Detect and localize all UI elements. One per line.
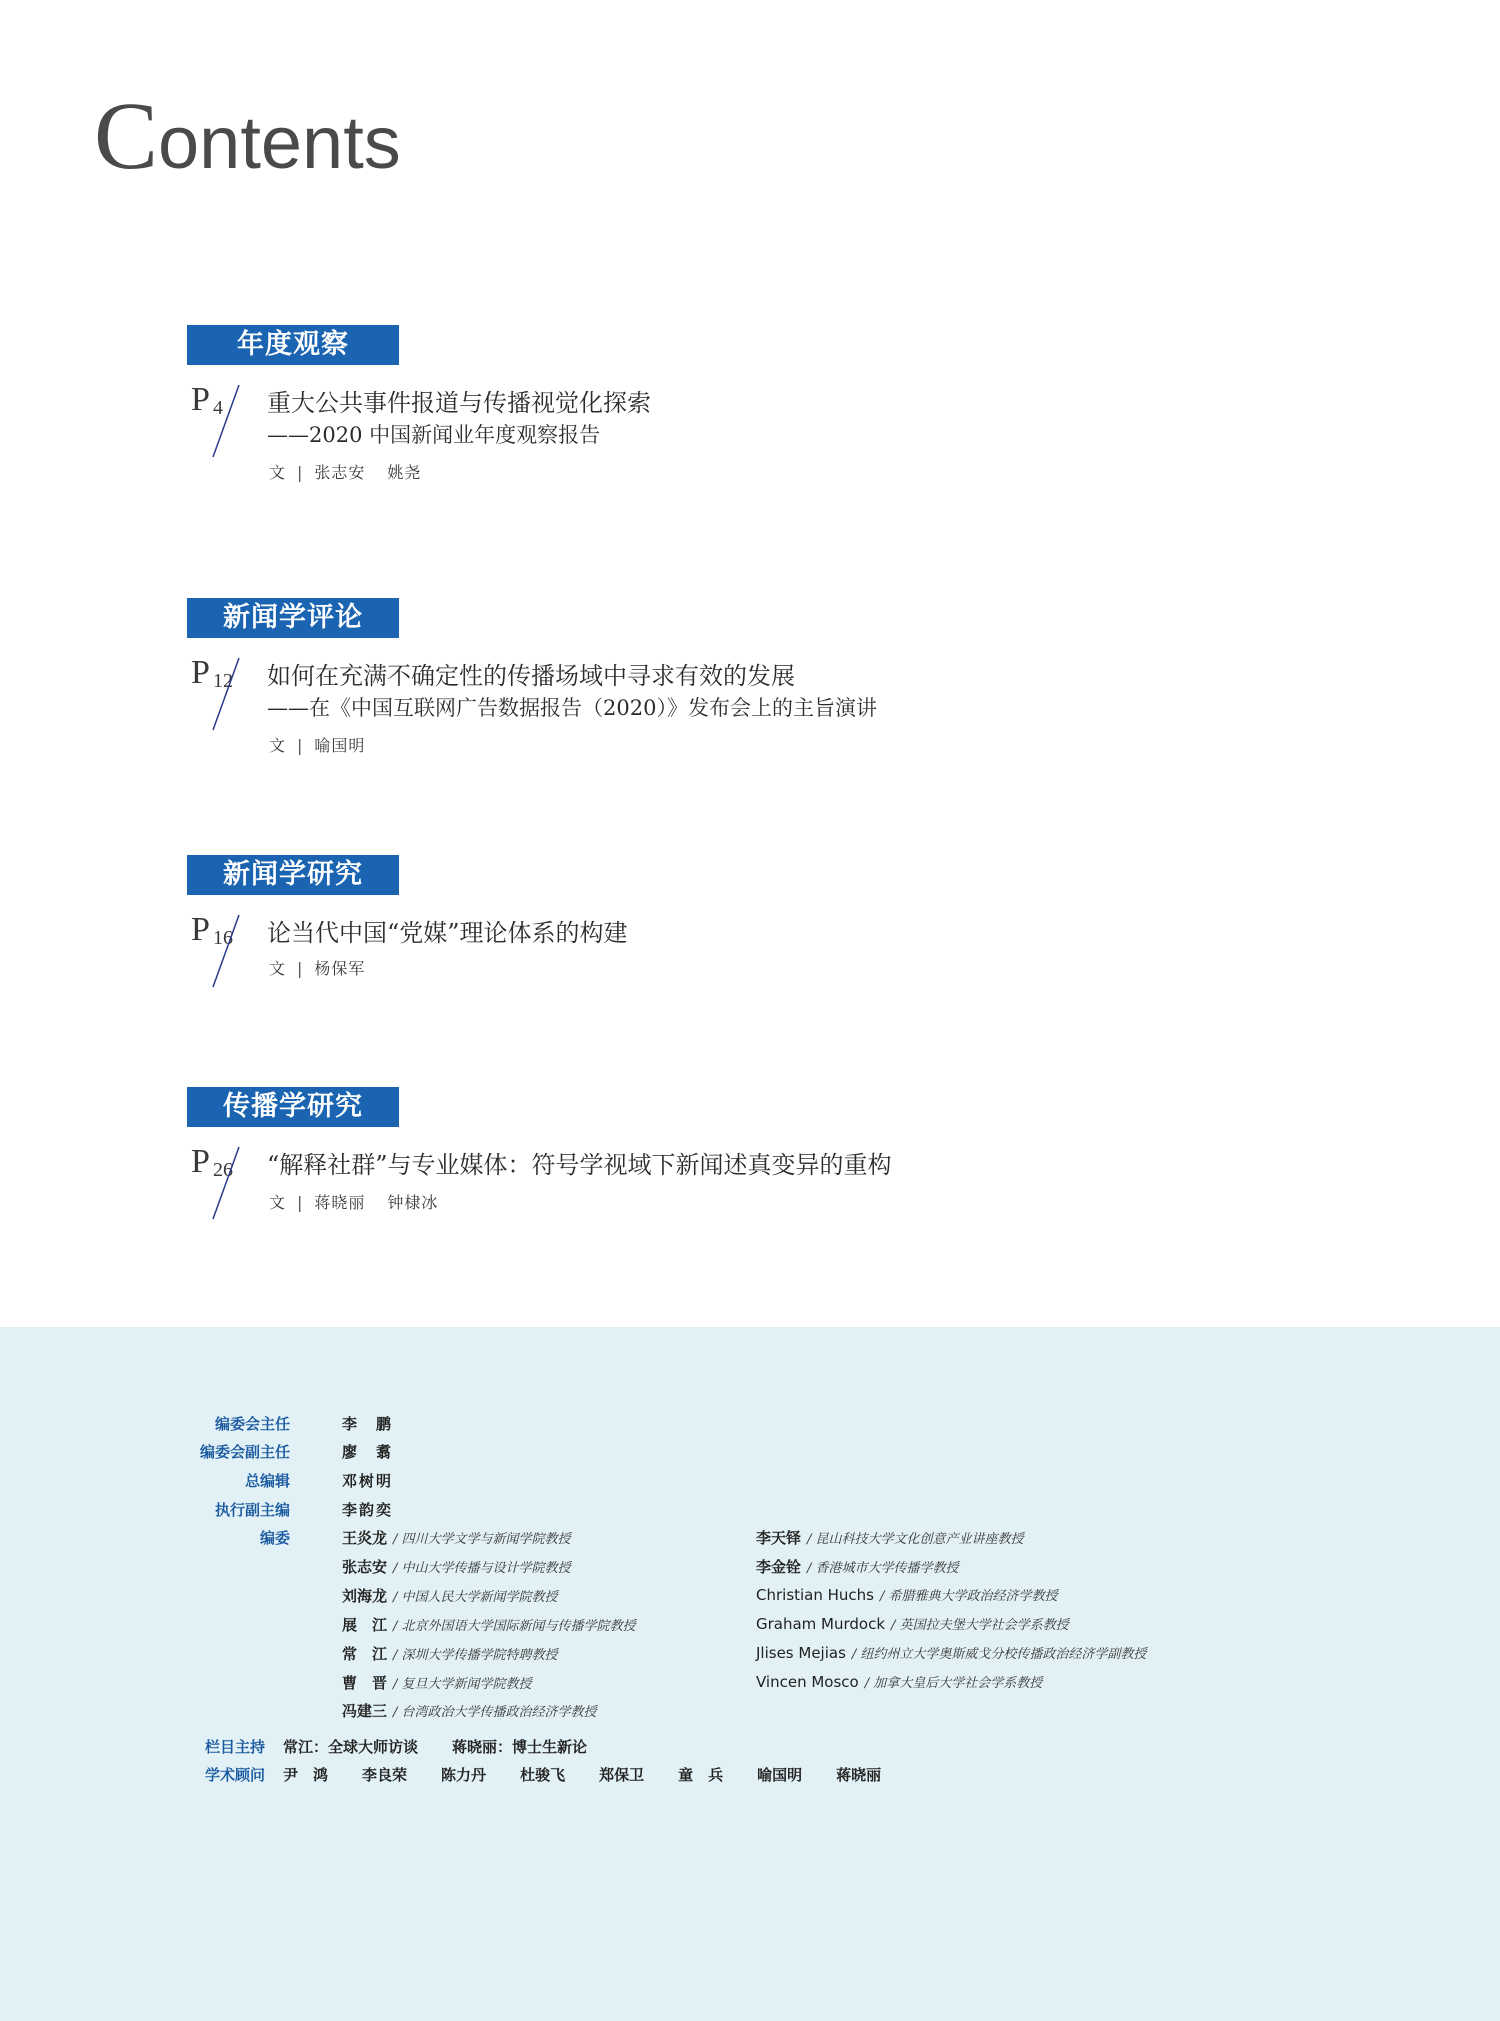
byline-prefix: 文: [269, 463, 286, 482]
advisors-label: 学术顾问: [205, 1766, 266, 1784]
board-member: 展 江 / 北京外国语大学国际新闻与传播学院教授: [342, 1616, 636, 1634]
board-member: 常 江 / 深圳大学传播学院特聘教授: [342, 1645, 558, 1663]
section-tag: 新闻学研究: [187, 855, 399, 895]
role-name: 廖 翥: [342, 1443, 394, 1461]
advisor-name: 陈力丹: [441, 1766, 487, 1784]
academic-advisors: [205, 1764, 915, 1785]
role-name: 李韵奕: [342, 1501, 394, 1519]
column-hosts-label: 栏目主持: [205, 1738, 266, 1756]
page-ref-slash: [191, 381, 261, 471]
article-subtitle: ——在《中国互联网广告数据报告（2020）》发布会上的主旨演讲: [267, 696, 877, 720]
page-title-initial: C: [94, 82, 159, 189]
page-ref: [191, 911, 261, 1001]
advisor-name: 蒋晓丽: [836, 1766, 882, 1784]
role-label: 编委会副主任: [199, 1443, 290, 1461]
page-ref-slash: [191, 654, 261, 744]
board-member: 曹 晋 / 复旦大学新闻学院教授: [342, 1674, 532, 1692]
author-name: 张志安: [314, 463, 366, 482]
advisor-name: 杜骏飞: [520, 1766, 566, 1784]
advisor-name: 童 兵: [678, 1766, 724, 1784]
member-name: 张志安: [342, 1558, 388, 1576]
byline-prefix: 文: [269, 736, 286, 755]
page-ref-letter: P: [191, 381, 210, 418]
member-affiliation: 纽约州立大学奥斯威戈分校传播政治经济学副教授: [860, 1647, 1147, 1662]
board-member: 李金铨 / 香港城市大学传播学教授: [756, 1558, 959, 1576]
member-name: 王炎龙: [342, 1529, 388, 1547]
toc-section: [187, 598, 1287, 768]
byline: 文 | 蒋晓丽 钟棣冰: [269, 1193, 439, 1212]
board-member: Jlises Mejias / 纽约州立大学奥斯威戈分校传播政治经济学副教授: [756, 1644, 1147, 1662]
board-member: 李天铎 / 昆山科技大学文化创意产业讲座教授: [756, 1529, 1024, 1547]
member-name: 李天铎: [756, 1529, 802, 1547]
page-ref-slash: [191, 1143, 261, 1233]
page-ref-number: 16: [213, 927, 233, 949]
role-label: 执行副主编: [214, 1501, 290, 1519]
member-affiliation: 中山大学传播与设计学院教授: [401, 1561, 571, 1576]
article-subtitle: ——2020 中国新闻业年度观察报告: [267, 423, 601, 447]
role-label: 编委会主任: [214, 1415, 290, 1433]
member-affiliation: 北京外国语大学国际新闻与传播学院教授: [401, 1619, 636, 1634]
article-title-link[interactable]: 论当代中国“党媒”理论体系的构建: [267, 919, 628, 947]
page-ref-number: 26: [213, 1159, 233, 1181]
member-name: 展 江: [342, 1616, 388, 1634]
advisor-name: 喻国明: [757, 1766, 803, 1784]
member-affiliation: 加拿大皇后大学社会学系教授: [873, 1676, 1043, 1691]
board-member: Christian Huchs / 希腊雅典大学政治经济学教授: [756, 1586, 1058, 1604]
member-affiliation: 复旦大学新闻学院教授: [401, 1677, 532, 1692]
role-name: 邓树明: [342, 1472, 394, 1490]
byline-prefix: 文: [269, 959, 286, 978]
advisor-name: 尹 鸿: [283, 1766, 329, 1784]
member-name: 李金铨: [756, 1558, 802, 1576]
member-affiliation: 深圳大学传播学院特聘教授: [401, 1648, 558, 1663]
section-tag: 传播学研究: [187, 1087, 399, 1127]
author-name: 姚尧: [387, 463, 422, 482]
page-ref-number: 4: [213, 397, 223, 419]
role-name: 李 鹏: [342, 1415, 394, 1433]
page-title: [94, 82, 401, 189]
role-label: 总编辑: [244, 1472, 290, 1490]
member-name: 冯建三: [342, 1702, 388, 1720]
author-name: 杨保军: [314, 959, 366, 978]
member-name: Christian Huchs: [756, 1586, 875, 1604]
page-ref-slash: [191, 911, 261, 1001]
page-ref: [191, 654, 261, 744]
article-title-link[interactable]: 重大公共事件报道与传播视觉化探索: [267, 389, 651, 417]
member-affiliation: 中国人民大学新闻学院教授: [401, 1590, 558, 1605]
page-title-rest: ontents: [158, 101, 401, 184]
byline: 文 | 喻国明: [269, 736, 366, 755]
page-ref: [191, 1143, 261, 1233]
article-title-link[interactable]: “解释社群”与专业媒体：符号学视域下新闻述真变异的重构: [267, 1151, 892, 1179]
member-affiliation: 香港城市大学传播学教授: [815, 1561, 959, 1576]
byline: 文 | 张志安 姚尧: [269, 463, 422, 482]
member-affiliation: 四川大学文学与新闻学院教授: [401, 1532, 571, 1547]
byline: 文 | 杨保军: [269, 959, 366, 978]
member-name: 曹 晋: [342, 1674, 388, 1692]
board-member: 冯建三 / 台湾政治大学传播政治经济学教授: [342, 1702, 597, 1720]
column-host: 常江：全球大师访谈: [283, 1738, 419, 1756]
member-affiliation: 台湾政治大学传播政治经济学教授: [401, 1705, 597, 1720]
author-name: 喻国明: [314, 736, 366, 755]
board-member: 王炎龙 / 四川大学文学与新闻学院教授: [342, 1529, 571, 1547]
page-ref-letter: P: [191, 1143, 210, 1180]
role-label: 编委: [259, 1529, 290, 1547]
board-member: Graham Murdock / 英国拉夫堡大学社会学系教授: [756, 1615, 1069, 1633]
toc-section: [187, 855, 1287, 1005]
page-ref-number: 12: [213, 670, 233, 692]
section-tag: 新闻学评论: [187, 598, 399, 638]
editorial-board-panel: [0, 1327, 1500, 2021]
advisor-name: 李良荣: [362, 1766, 408, 1784]
section-tag: 年度观察: [187, 325, 399, 365]
board-member: 刘海龙 / 中国人民大学新闻学院教授: [342, 1587, 558, 1605]
member-name: 刘海龙: [342, 1587, 388, 1605]
toc-section: [187, 325, 1287, 495]
page-ref-letter: P: [191, 911, 210, 948]
member-affiliation: 昆山科技大学文化创意产业讲座教授: [815, 1532, 1024, 1547]
column-host: 蒋晓丽：博士生新论: [452, 1738, 588, 1756]
page-ref: [191, 381, 261, 471]
article-title-link[interactable]: 如何在充满不确定性的传播场域中寻求有效的发展: [267, 662, 795, 690]
member-name: Vincen Mosco: [756, 1673, 859, 1691]
toc-section: [187, 1087, 1287, 1237]
page-ref-letter: P: [191, 654, 210, 691]
board-member: Vincen Mosco / 加拿大皇后大学社会学系教授: [756, 1673, 1043, 1691]
member-name: 常 江: [342, 1645, 388, 1663]
column-hosts: [205, 1736, 621, 1757]
author-name: 蒋晓丽: [314, 1193, 366, 1212]
board-member: 张志安 / 中山大学传播与设计学院教授: [342, 1558, 571, 1576]
member-affiliation: 希腊雅典大学政治经济学教授: [888, 1589, 1058, 1604]
advisor-name: 郑保卫: [599, 1766, 645, 1784]
member-name: Jlises Mejias: [756, 1644, 846, 1662]
member-affiliation: 英国拉夫堡大学社会学系教授: [899, 1618, 1069, 1633]
byline-prefix: 文: [269, 1193, 286, 1212]
author-name: 钟棣冰: [387, 1193, 439, 1212]
member-name: Graham Murdock: [756, 1615, 886, 1633]
